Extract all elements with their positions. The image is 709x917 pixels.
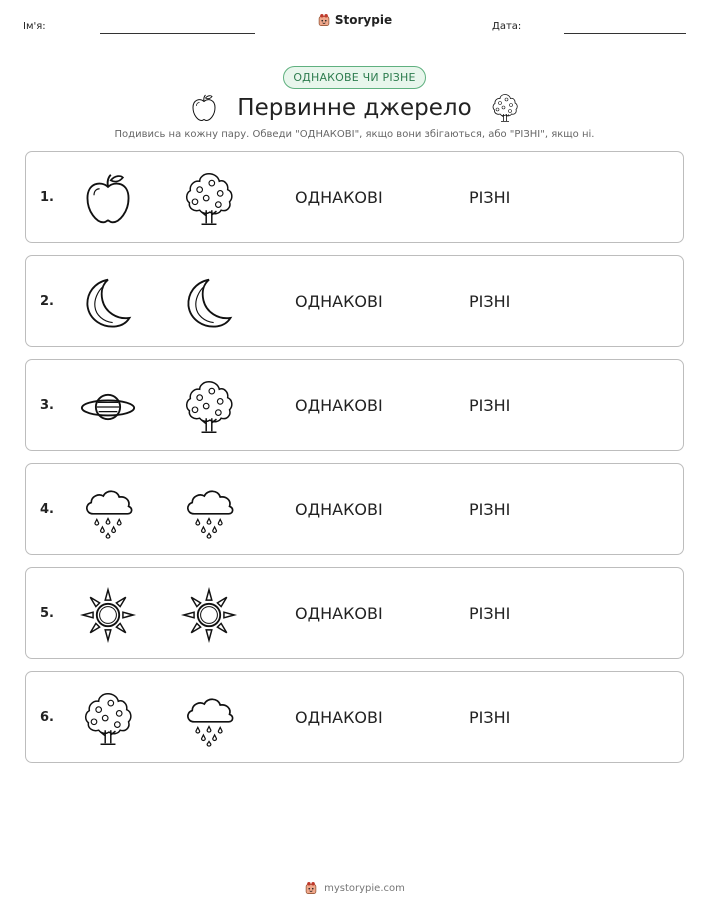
date-label: Дата: — [492, 21, 522, 32]
different-option[interactable]: РІЗНІ — [469, 604, 511, 623]
exercise-row — [25, 463, 684, 555]
row-number: 3. — [40, 398, 54, 413]
title-row — [0, 90, 709, 126]
same-option[interactable]: ОДНАКОВІ — [295, 396, 383, 415]
exercise-row — [25, 567, 684, 659]
exercise-row — [25, 151, 684, 243]
page-title: Первинне джерело — [237, 95, 472, 121]
tree-icon — [78, 691, 138, 747]
rain-cloud-icon — [179, 691, 239, 747]
apple-icon — [78, 171, 138, 227]
name-line[interactable] — [100, 33, 255, 34]
moon-icon — [78, 275, 138, 331]
planet-icon — [78, 379, 138, 435]
storypie-logo-icon — [317, 13, 331, 27]
different-option[interactable]: РІЗНІ — [469, 500, 511, 519]
exercise-row — [25, 359, 684, 451]
sun-icon — [78, 587, 138, 643]
storypie-logo-icon — [304, 881, 318, 895]
brand-name: Storypie — [334, 13, 393, 27]
brand — [0, 12, 709, 31]
row-number: 4. — [40, 502, 54, 517]
different-option[interactable]: РІЗНІ — [469, 188, 511, 207]
apple-icon — [189, 92, 219, 124]
different-option[interactable]: РІЗНІ — [469, 396, 511, 415]
same-option[interactable]: ОДНАКОВІ — [295, 604, 383, 623]
same-option[interactable]: ОДНАКОВІ — [295, 292, 383, 311]
rain-cloud-icon — [78, 483, 138, 539]
footer-url: mystorypie.com — [324, 882, 405, 894]
exercise-row — [25, 255, 684, 347]
name-label: Ім'я: — [23, 21, 46, 32]
tree-icon — [490, 92, 520, 124]
different-option[interactable]: РІЗНІ — [469, 292, 511, 311]
row-number: 5. — [40, 606, 54, 621]
moon-icon — [179, 275, 239, 331]
exercise-row — [25, 671, 684, 763]
category-badge: ОДНАКОВЕ ЧИ РІЗНЕ — [283, 66, 425, 89]
row-number: 2. — [40, 294, 54, 309]
instructions: Подивись на кожну пару. Обведи "ОДНАКОВІ", якщо вони збігаються, або "РІЗНІ", якщо ні. — [114, 129, 595, 140]
row-number: 6. — [40, 710, 54, 725]
footer — [0, 880, 709, 899]
date-line[interactable] — [564, 33, 686, 34]
same-option[interactable]: ОДНАКОВІ — [295, 188, 383, 207]
different-option[interactable]: РІЗНІ — [469, 708, 511, 727]
same-option[interactable]: ОДНАКОВІ — [295, 708, 383, 727]
sun-icon — [179, 587, 239, 643]
rain-cloud-icon — [179, 483, 239, 539]
tree-icon — [179, 171, 239, 227]
same-option[interactable]: ОДНАКОВІ — [295, 500, 383, 519]
row-number: 1. — [40, 190, 54, 205]
tree-icon — [179, 379, 239, 435]
